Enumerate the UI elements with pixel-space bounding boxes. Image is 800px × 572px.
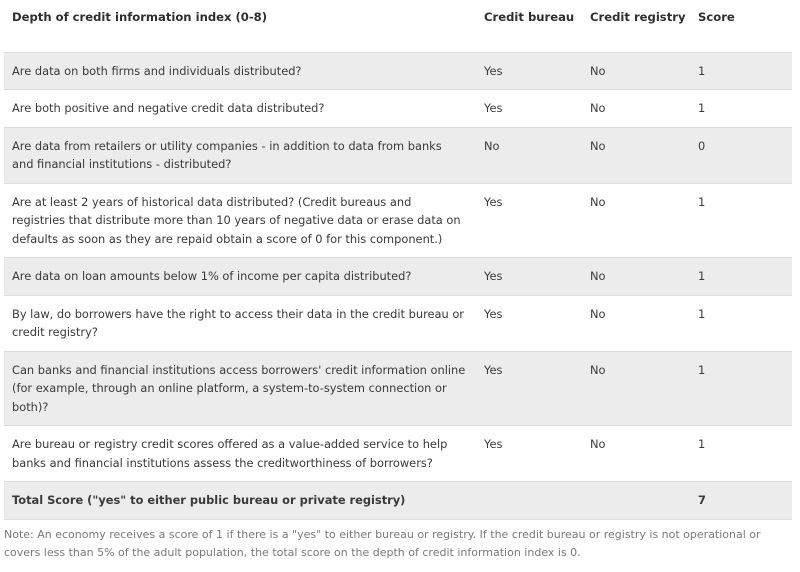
row-question: Are data on loan amounts below 1% of income per capita distributed? (4, 258, 476, 296)
row-bureau: Yes (476, 258, 582, 296)
row-score: 1 (698, 101, 706, 115)
header-credit-registry: Credit registry (582, 0, 688, 52)
credit-info-table-container (4, 0, 792, 520)
row-score: 1 (688, 258, 792, 296)
row-question: Are both positive and negative credit data distributed? (12, 101, 325, 115)
row-score: 1 (688, 52, 792, 90)
row-bureau: Yes (476, 52, 582, 90)
row-question: Are at least 2 years of historical data distributed? (Credit bureaus and registries that distribute more than 10 years of negative data or erase data on defaults as soon as they are repaid obtain a score of 0 for this component.) (12, 194, 461, 246)
header-question: Depth of credit information index (0-8) (4, 0, 476, 52)
table-row (4, 127, 792, 183)
row-score: 0 (688, 127, 792, 183)
table-row (4, 258, 792, 296)
row-score: 1 (688, 351, 792, 426)
row-score: 1 (698, 194, 706, 209)
footnote: Note: An economy receives a score of 1 if there is a "yes" to either bureau or registry. If the credit bureau or registry is not operational or covers less than 5% of the adult population, the total score on the depth of credit information index is 0. (4, 528, 761, 559)
row-question: Are bureau or registry credit scores offered as a value-added service to help banks and financial institutions assess the creditworthiness of borrowers? (12, 437, 448, 470)
row-score: 1 (698, 437, 706, 451)
row-bureau: Yes (476, 351, 582, 426)
row-bureau: Yes (484, 194, 503, 209)
row-registry: No (582, 351, 688, 426)
row-registry: No (590, 306, 606, 321)
table-row (4, 351, 792, 426)
row-registry: No (582, 127, 688, 183)
table-row (4, 183, 792, 258)
total-score: 7 (688, 482, 792, 520)
header-score: Score (688, 0, 792, 52)
row-registry: No (582, 52, 688, 90)
row-registry: No (582, 258, 688, 296)
row-registry: No (590, 194, 606, 209)
row-question: Are data from retailers or utility companies - in addition to data from banks and financial institutions - distributed? (4, 127, 476, 183)
total-registry-empty (582, 482, 688, 520)
total-bureau-empty (476, 482, 582, 520)
row-bureau: Yes (484, 437, 503, 451)
row-registry: No (590, 437, 606, 451)
table-row (4, 90, 792, 128)
table-row (4, 295, 792, 351)
row-question: Are data on both firms and individuals distributed? (4, 52, 476, 90)
row-bureau: Yes (484, 306, 503, 321)
row-bureau: No (476, 127, 582, 183)
row-score: 1 (698, 306, 706, 321)
table-row (4, 52, 792, 90)
row-bureau: Yes (484, 101, 503, 115)
table-header-row (4, 0, 792, 52)
total-label: Total Score ("yes" to either public bureau or private registry) (4, 482, 476, 520)
row-question: By law, do borrowers have the right to access their data in the credit bureau or credit registry? (12, 306, 464, 339)
table-row (4, 426, 792, 482)
credit-info-table (4, 0, 792, 520)
row-registry: No (590, 101, 606, 115)
header-credit-bureau: Credit bureau (476, 0, 582, 52)
row-question: Can banks and financial institutions access borrowers' credit information online (for example, through an online platform, a system-to-system connection or both)? (4, 351, 476, 426)
total-row (4, 482, 792, 520)
